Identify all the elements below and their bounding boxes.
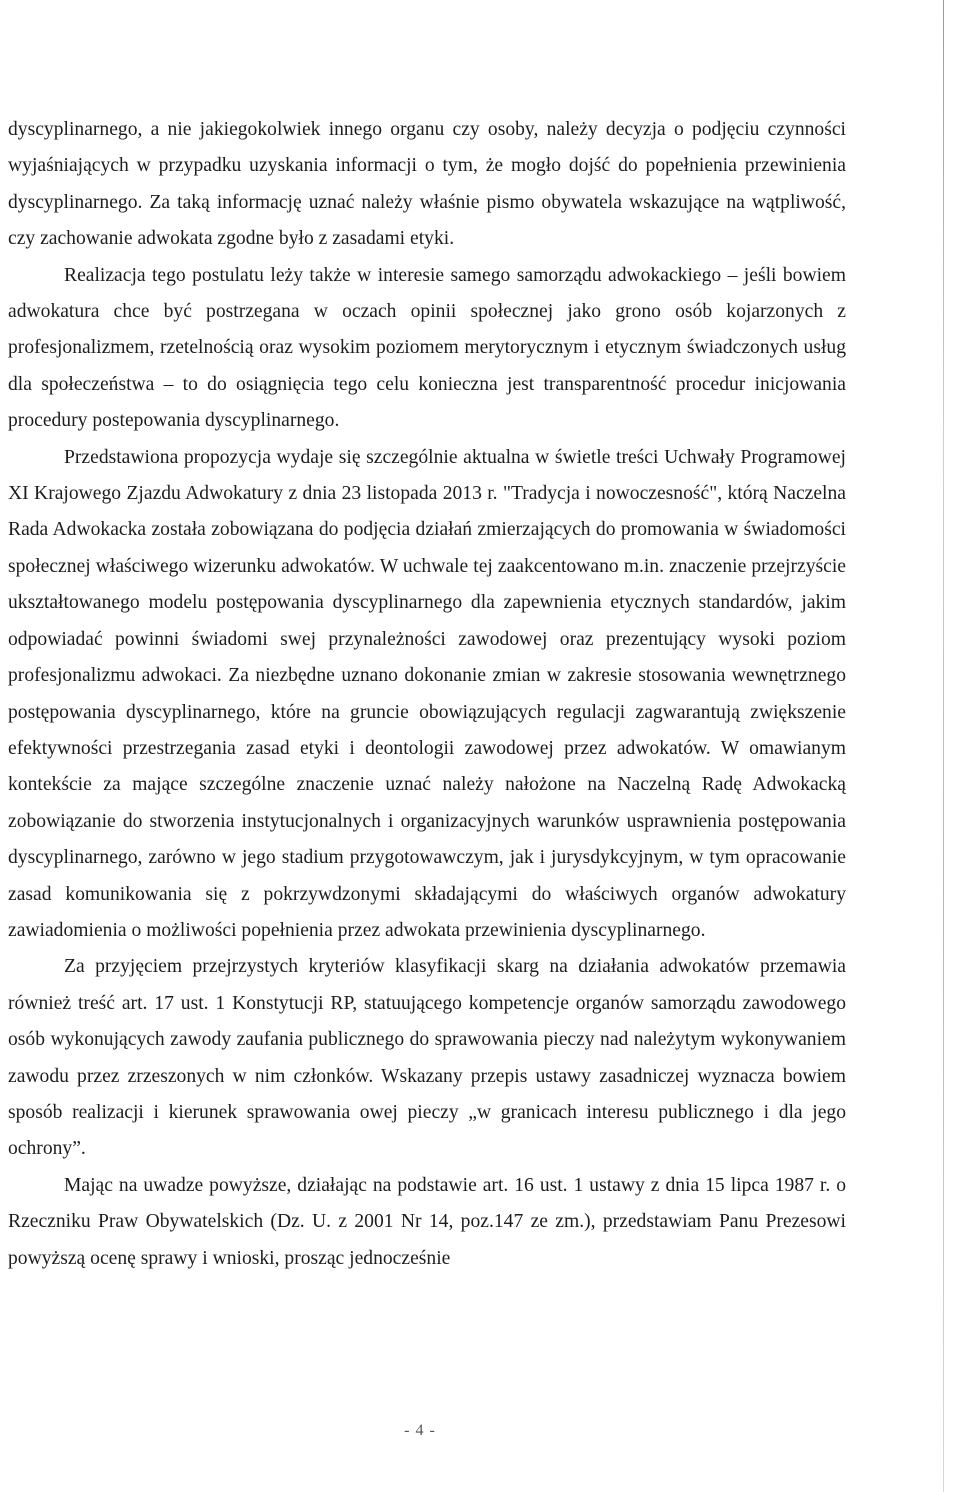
paragraph-konstytucja: Za przyjęciem przejrzystych kryteriów klasyfikacji skarg na działania adwokatów przemawia również treść art. 17 ust. 1 Konstytucji RP, statuującego kompetencje organów samorządu zawodowego osób wykonujących zawody zaufania publicznego do sprawowania pieczy nad należytym wykonywaniem zawodu przez zrzeszonych w nim członków. Wskazany przepis ustawy zasadniczej wyznacza bowiem sposób realizacji i kierunek sprawowania owej pieczy „w granicach interesu publicznego i dla jego ochrony”. <box>8 956 846 1160</box>
page-edge-line <box>943 0 944 1492</box>
paragraph-continuation: dyscyplinarnego, a nie jakiegokolwiek innego organu czy osoby, należy decyzja o podjęciu czynności wyjaśniających w przypadku uzyskania informacji o tym, że mogło dojść do popełnienia przewinienia dyscyplinarnego. Za taką informację uznać należy właśnie pismo obywatela wskazujące na wątpliwość, czy zachowanie adwokata zgodne było z zasadami etyki. <box>8 119 846 250</box>
document-body <box>8 112 846 1277</box>
paragraph-wnioski: Mając na uwadze powyższe, działając na podstawie art. 16 ust. 1 ustawy z dnia 15 lipca 1987 r. o Rzeczniku Praw Obywatelskich (Dz. U. z 2001 Nr 14, poz.147 ze zm.), przedstawiam Panu Prezesowi powyższą ocenę sprawy i wnioski, prosząc jednocześnie <box>8 1174 846 1269</box>
page-number: - 4 - <box>404 1422 436 1439</box>
paragraph-przedstawiona-propozycja: Przedstawiona propozycja wydaje się szczególnie aktualna w świetle treści Uchwały Programowej XI Krajowego Zjazdu Adwokatury z dnia 23 listopada 2013 r. "Tradycja i nowoczesność", którą Naczelna Rada Adwokacka została zobowiązana do podjęcia działań zmierzających do promowania w świadomości społecznej właściwego wizerunku adwokatów. W uchwale tej zaakcentowano m.in. znaczenie przejrzyście ukształtowanego modelu postępowania dyscyplinarnego dla zapewnienia etycznych standardów, jakim odpowiadać powinni świadomi swej przynależności zawodowej oraz prezentujący wysoki poziom profesjonalizmu adwokaci. Za niezbędne uznano dokonanie zmian w zakresie stosowania wewnętrznego postępowania dyscyplinarnego, które na gruncie obowiązujących regulacji zagwarantują zwiększenie efektywności przestrzegania zasad etyki i deontologii zawodowej przez adwokatów. W omawianym kontekście za mające szczególne znaczenie uznać należy nałożone na Naczelną Radę Adwokacką zobowiązanie do stworzenia instytucjonalnych i organizacyjnych warunków usprawnienia postępowania dyscyplinarnego, zarówno w jego stadium przygotowawczym, jak i jurysdykcyjnym, w tym opracowanie zasad komunikowania się z pokrzywdzonymi składającymi do właściwych organów adwokatury zawiadomienia o możliwości popełnienia przez adwokata przewinienia dyscyplinarnego. <box>8 446 846 941</box>
paragraph-realizacja: Realizacja tego postulatu leży także w interesie samego samorządu adwokackiego – jeśli bowiem adwokatura chce być postrzegana w oczach opinii społecznej jako grono osób kojarzonych z profesjonalizmem, rzetelnością oraz wysokim poziomem merytorycznym i etycznym świadczonych usług dla społeczeństwa – to do osiągnięcia tego celu konieczna jest transparentność procedur inicjowania procedury postepowania dyscyplinarnego. <box>8 264 846 432</box>
